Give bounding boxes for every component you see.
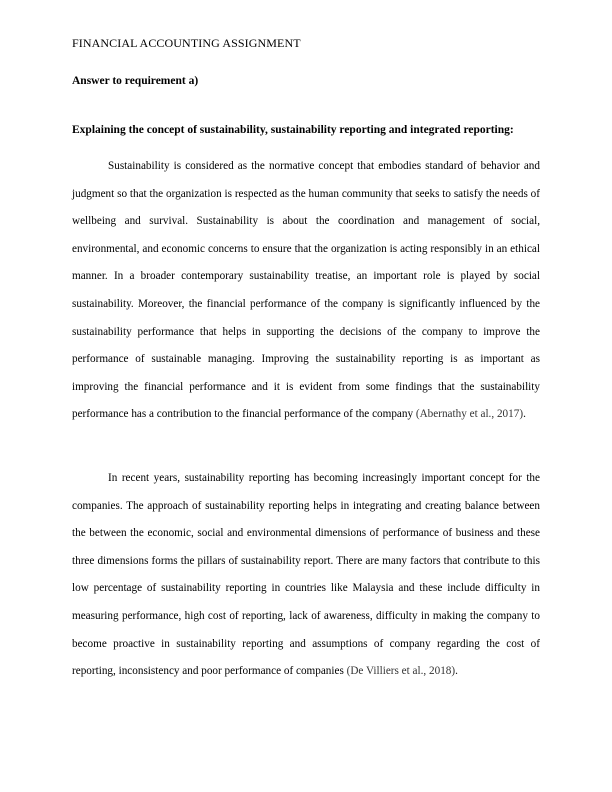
body-paragraph-2 bbox=[72, 465, 540, 686]
requirement-heading: Answer to requirement a) bbox=[72, 75, 199, 87]
document-header: FINANCIAL ACCOUNTING ASSIGNMENT bbox=[72, 36, 301, 50]
body-paragraph-1 bbox=[72, 153, 540, 429]
paragraph-1-citation: (Abernathy et al., 2017) bbox=[415, 408, 524, 421]
paragraph-2-text: In recent years, sustainability reporting has becoming increasingly important concept for the companies. The approach of sustainability reporting helps in integrating and creating balance between the between the economic, social and environmental dimensions of performance of business and these three dimensions forms the pillars of sustainability report. There are many factors that contribute to this low percentage of sustainability reporting in countries like Malaysia and these include difficulty in measuring performance, high cost of reporting, lack of awareness, difficulty in making the company to become proactive in sustainability reporting and assumptions of company regarding the cost of reporting, inconsistency and poor performance of companies bbox=[72, 472, 540, 678]
paragraph-1-text: Sustainability is considered as the normative concept that embodies standard of behavior and judgment so that the organization is respected as the human community that seeks to satisfy the needs of wellbeing and survival. Sustainability is about the coordination and management of social, environmental, and economic concerns to ensure that the organization is acting responsibly in an ethical manner. In a broader contemporary sustainability treatise, an important role is played by social sustainability. Moreover, the financial performance of the company is significantly influenced by the sustainability performance that helps in supporting the decisions of the company to improve the performance of sustainable managing. Improving the sustainability reporting is as important as improving the financial performance and it is evident from some findings that the sustainability performance has a contribution to the financial performance of the company bbox=[72, 160, 540, 421]
paragraph-2-end: . bbox=[455, 665, 458, 678]
paragraph-2-citation: (De Villiers et al., 2018) bbox=[346, 665, 456, 678]
section-heading: Explaining the concept of sustainability, sustainability reporting and integrated reporting: bbox=[72, 124, 514, 136]
paragraph-1-end: . bbox=[523, 408, 526, 421]
